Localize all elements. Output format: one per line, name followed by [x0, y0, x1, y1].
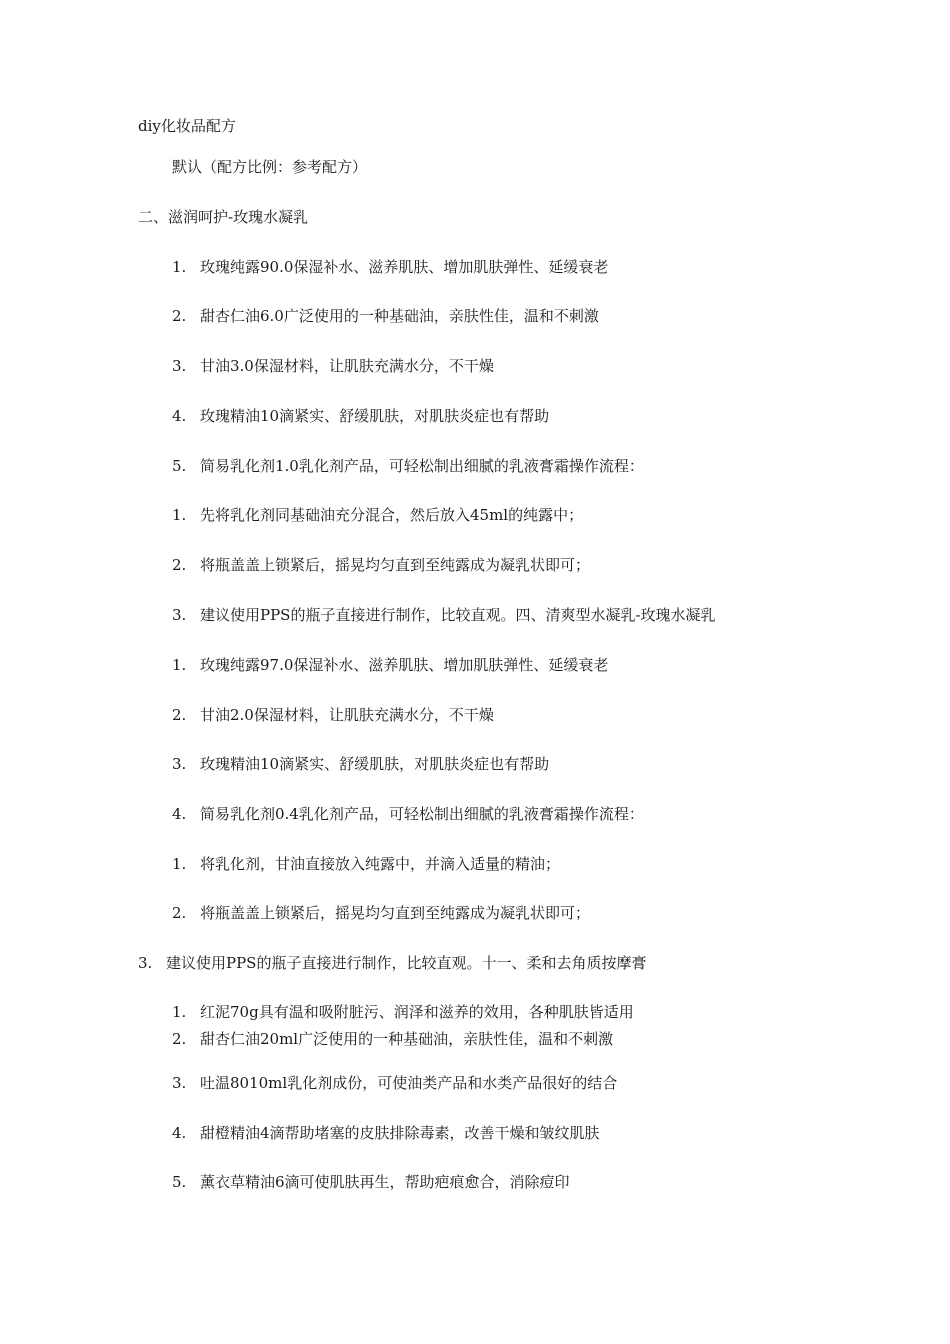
list-item: 2. 将瓶盖盖上锁紧后，摇晃均匀直到至纯露成为凝乳状即可；: [172, 904, 591, 922]
list-item: 1. 将乳化剂，甘油直接放入纯露中，并滴入适量的精油；: [172, 855, 561, 873]
list-item: 4. 简易乳化剂0.4乳化剂产品，可轻松制出细腻的乳液膏霜操作流程：: [172, 805, 644, 823]
list-item: 2. 甜杏仁油6.0广泛使用的一种基础油，亲肤性佳，温和不刺激: [172, 307, 599, 325]
document-subtitle: 默认（配方比例：参考配方）: [172, 158, 368, 176]
list-item: 4. 玫瑰精油10滴紧实、舒缓肌肤，对肌肤炎症也有帮助: [172, 407, 550, 425]
list-item: 2. 甜杏仁油20ml广泛使用的一种基础油，亲肤性佳，温和不刺激: [172, 1030, 614, 1048]
list-item: 3. 玫瑰精油10滴紧实、舒缓肌肤，对肌肤炎症也有帮助: [172, 755, 550, 773]
list-item: 4. 甜橙精油4滴帮助堵塞的皮肤排除毒素，改善干燥和皱纹肌肤: [172, 1124, 600, 1142]
list-item: 1. 玫瑰纯露90.0保湿补水、滋养肌肤、增加肌肤弹性、延缓衰老: [172, 258, 609, 276]
document-title: diy化妆品配方: [138, 117, 236, 135]
section-heading: 二、滋润呵护-玫瑰水凝乳: [138, 208, 309, 226]
list-item: 3. 吐温8010ml乳化剂成份，可使油类产品和水类产品很好的结合: [172, 1074, 618, 1092]
list-item: 3. 甘油3.0保湿材料，让肌肤充满水分，不干燥: [172, 357, 494, 375]
list-item: 3. 建议使用PPS的瓶子直接进行制作，比较直观。十一、柔和去角质按摩膏: [138, 954, 647, 972]
list-item: 2. 甘油2.0保湿材料，让肌肤充满水分，不干燥: [172, 706, 494, 724]
list-item: 1. 玫瑰纯露97.0保湿补水、滋养肌肤、增加肌肤弹性、延缓衰老: [172, 656, 609, 674]
list-item: 2. 将瓶盖盖上锁紧后，摇晃均匀直到至纯露成为凝乳状即可；: [172, 556, 591, 574]
list-item: 1. 红泥70g具有温和吸附脏污、润泽和滋养的效用，各种肌肤皆适用: [172, 1003, 634, 1021]
list-item: 5. 简易乳化剂1.0乳化剂产品，可轻松制出细腻的乳液膏霜操作流程：: [172, 457, 644, 475]
list-item: 5. 薰衣草精油6滴可使肌肤再生，帮助疤痕愈合，消除痘印: [172, 1173, 570, 1191]
list-item: 3. 建议使用PPS的瓶子直接进行制作，比较直观。四、清爽型水凝乳-玫瑰水凝乳: [172, 606, 716, 624]
list-item: 1. 先将乳化剂同基础油充分混合，然后放入45ml的纯露中；: [172, 506, 584, 524]
